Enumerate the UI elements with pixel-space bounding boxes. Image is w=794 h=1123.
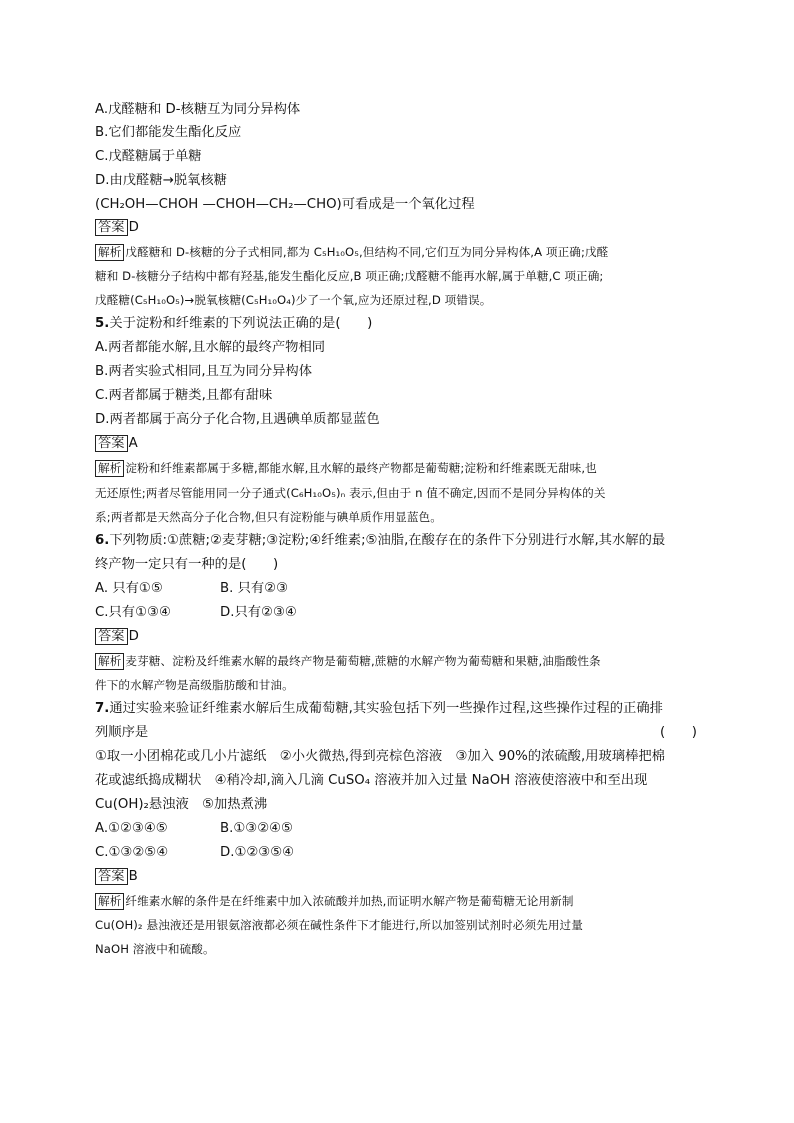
q4-option-d-formula: (CH₂OH—CHOH —CHOH—CH₂—CHO)可看成是一个氧化过程 xyxy=(95,197,475,212)
q6-explain-text-2: 件下的水解产物是高级脂肪酸和甘油。 xyxy=(95,678,294,692)
q7-answer: B xyxy=(128,869,138,884)
q4-explain-text-2: 糖和 D-核糖分子结构中都有羟基,能发生酯化反应,B 项正确;戊醛糖不能再水解,属于单糖,C 项正确; xyxy=(95,269,604,283)
q7-answer-bracket: ( ) xyxy=(660,725,697,740)
q7-explain-text-1: 纤维素水解的条件是在纤维素中加入浓硫酸并加热,而证明水解产物是葡萄糖无论用新制 xyxy=(125,894,574,908)
q7-steps-1: ①取一小团棉花或几小片滤纸 ②小火微热,得到亮棕色溶液 ③加入 90%的浓硫酸,用玻璃棒把棉 xyxy=(95,749,665,764)
q5-answer-line xyxy=(95,434,138,454)
q7-stem xyxy=(95,699,663,719)
q4-explanation-line xyxy=(95,242,608,262)
q7-steps-2: 花或滤纸捣成糊状 ④稍冷却,滴入几滴 CuSO₄ 溶液并加入过量 NaOH 溶液使溶液中和至出现 xyxy=(95,773,648,788)
q7-option-c: C.①③②⑤④ xyxy=(95,845,169,860)
q5-explain-text-3: 系;两者都是天然高分子化合物,但只有淀粉能与碘单质作用显蓝色。 xyxy=(95,510,442,524)
q5-explanation-line xyxy=(95,458,597,478)
q6-options-row-1 xyxy=(95,579,289,599)
q5-explain-text-1: 淀粉和纤维素都属于多糖,都能水解,且水解的最终产物都是葡萄糖;淀粉和纤维素既无甜味,也 xyxy=(125,461,597,475)
q5-option-c: C.两者都属于糖类,且都有甜味 xyxy=(95,388,273,403)
q7-explain-text-2: Cu(OH)₂ 悬浊液还是用银氨溶液都必须在碱性条件下才能进行,所以加签别试剂时必须先用过量 xyxy=(95,918,583,932)
q7-answer-tag: 答案 xyxy=(95,868,128,885)
q5-option-a: A.两者都能水解,且水解的最终产物相同 xyxy=(95,340,326,355)
q7-stem-text-1: 通过实验来验证纤维素水解后生成葡萄糖,其实验包括下列一些操作过程,这些操作过程的正确排 xyxy=(109,701,663,716)
q7-steps-3: Cu(OH)₂悬浊液 ⑤加热煮沸 xyxy=(95,797,268,812)
q4-explain-text-3: 戊醛糖(C₅H₁₀O₅)→脱氧核糖(C₅H₁₀O₄)少了一个氧,应为还原过程,D 项错误。 xyxy=(95,293,492,307)
q6-stem-text-2: 终产物一定只有一种的是( ) xyxy=(95,557,279,572)
q5-stem-text: 关于淀粉和纤维素的下列说法正确的是( ) xyxy=(109,316,373,331)
q6-option-a: A. 只有①⑤ xyxy=(95,581,163,596)
q7-explain-text-3: NaOH 溶液中和硫酸。 xyxy=(95,942,215,956)
q4-answer-tag: 答案 xyxy=(95,219,128,236)
q7-option-d: D.①②③⑤④ xyxy=(220,845,295,860)
q5-answer-tag: 答案 xyxy=(95,435,128,452)
q6-explain-text-1: 麦芽糖、淀粉及纤维素水解的最终产物是葡萄糖,蔗糖的水解产物为葡萄糖和果糖,油脂酸性条 xyxy=(125,654,601,668)
q5-answer: A xyxy=(128,436,138,451)
q6-option-d: D.只有②③④ xyxy=(220,605,297,620)
q5-explain-tag: 解析 xyxy=(95,460,124,477)
q7-number: 7. xyxy=(95,701,110,716)
q7-stem-text-2: 列顺序是 xyxy=(95,725,149,740)
q7-option-b: B.①③②④⑤ xyxy=(220,821,293,836)
q7-answer-line xyxy=(95,867,138,887)
q6-options-row-2 xyxy=(95,603,297,623)
q6-option-b: B. 只有②③ xyxy=(220,581,289,596)
q5-option-d: D.两者都属于高分子化合物,且遇碘单质都显蓝色 xyxy=(95,412,380,427)
q7-options-row-1 xyxy=(95,819,293,839)
q6-answer: D xyxy=(128,629,139,644)
q6-stem xyxy=(95,531,665,551)
q4-option-d: D.由戊醛糖→脱氧核糖 xyxy=(95,173,227,188)
q4-option-b: B.它们都能发生酯化反应 xyxy=(95,125,242,140)
q5-number: 5. xyxy=(95,316,110,331)
q5-explain-text-2: 无还原性;两者尽管能用同一分子通式(C₆H₁₀O₅)ₙ 表示,但由于 n 值不确定,因而不是同分异构体的关 xyxy=(95,486,606,500)
q6-explain-tag: 解析 xyxy=(95,653,124,670)
q4-answer: D xyxy=(128,220,139,235)
q4-option-a: A.戊醛糖和 D-核糖互为同分异构体 xyxy=(95,102,301,117)
q7-option-a: A.①②③④⑤ xyxy=(95,821,168,836)
q7-explanation-line xyxy=(95,891,574,911)
q5-option-b: B.两者实验式相同,且互为同分异构体 xyxy=(95,364,313,379)
q4-answer-line xyxy=(95,218,139,238)
q6-stem-text-1: 下列物质:①蔗糖;②麦芽糖;③淀粉;④纤维素;⑤油脂,在酸存在的条件下分别进行水解,其水解的最 xyxy=(109,533,666,548)
q4-explain-text-1: 戊醛糖和 D-核糖的分子式相同,都为 C₅H₁₀O₅,但结构不同,它们互为同分异构体,A 项正确;戊醛 xyxy=(125,245,609,259)
q6-answer-line xyxy=(95,627,139,647)
q6-number: 6. xyxy=(95,533,110,548)
q5-stem xyxy=(95,314,372,334)
q7-options-row-2 xyxy=(95,843,295,863)
q4-explain-tag: 解析 xyxy=(95,244,124,261)
q7-explain-tag: 解析 xyxy=(95,893,124,910)
q6-option-c: C.只有①③④ xyxy=(95,605,171,620)
q6-explanation-line xyxy=(95,651,601,671)
q6-answer-tag: 答案 xyxy=(95,628,128,645)
q4-option-c: C.戊醛糖属于单糖 xyxy=(95,149,202,164)
